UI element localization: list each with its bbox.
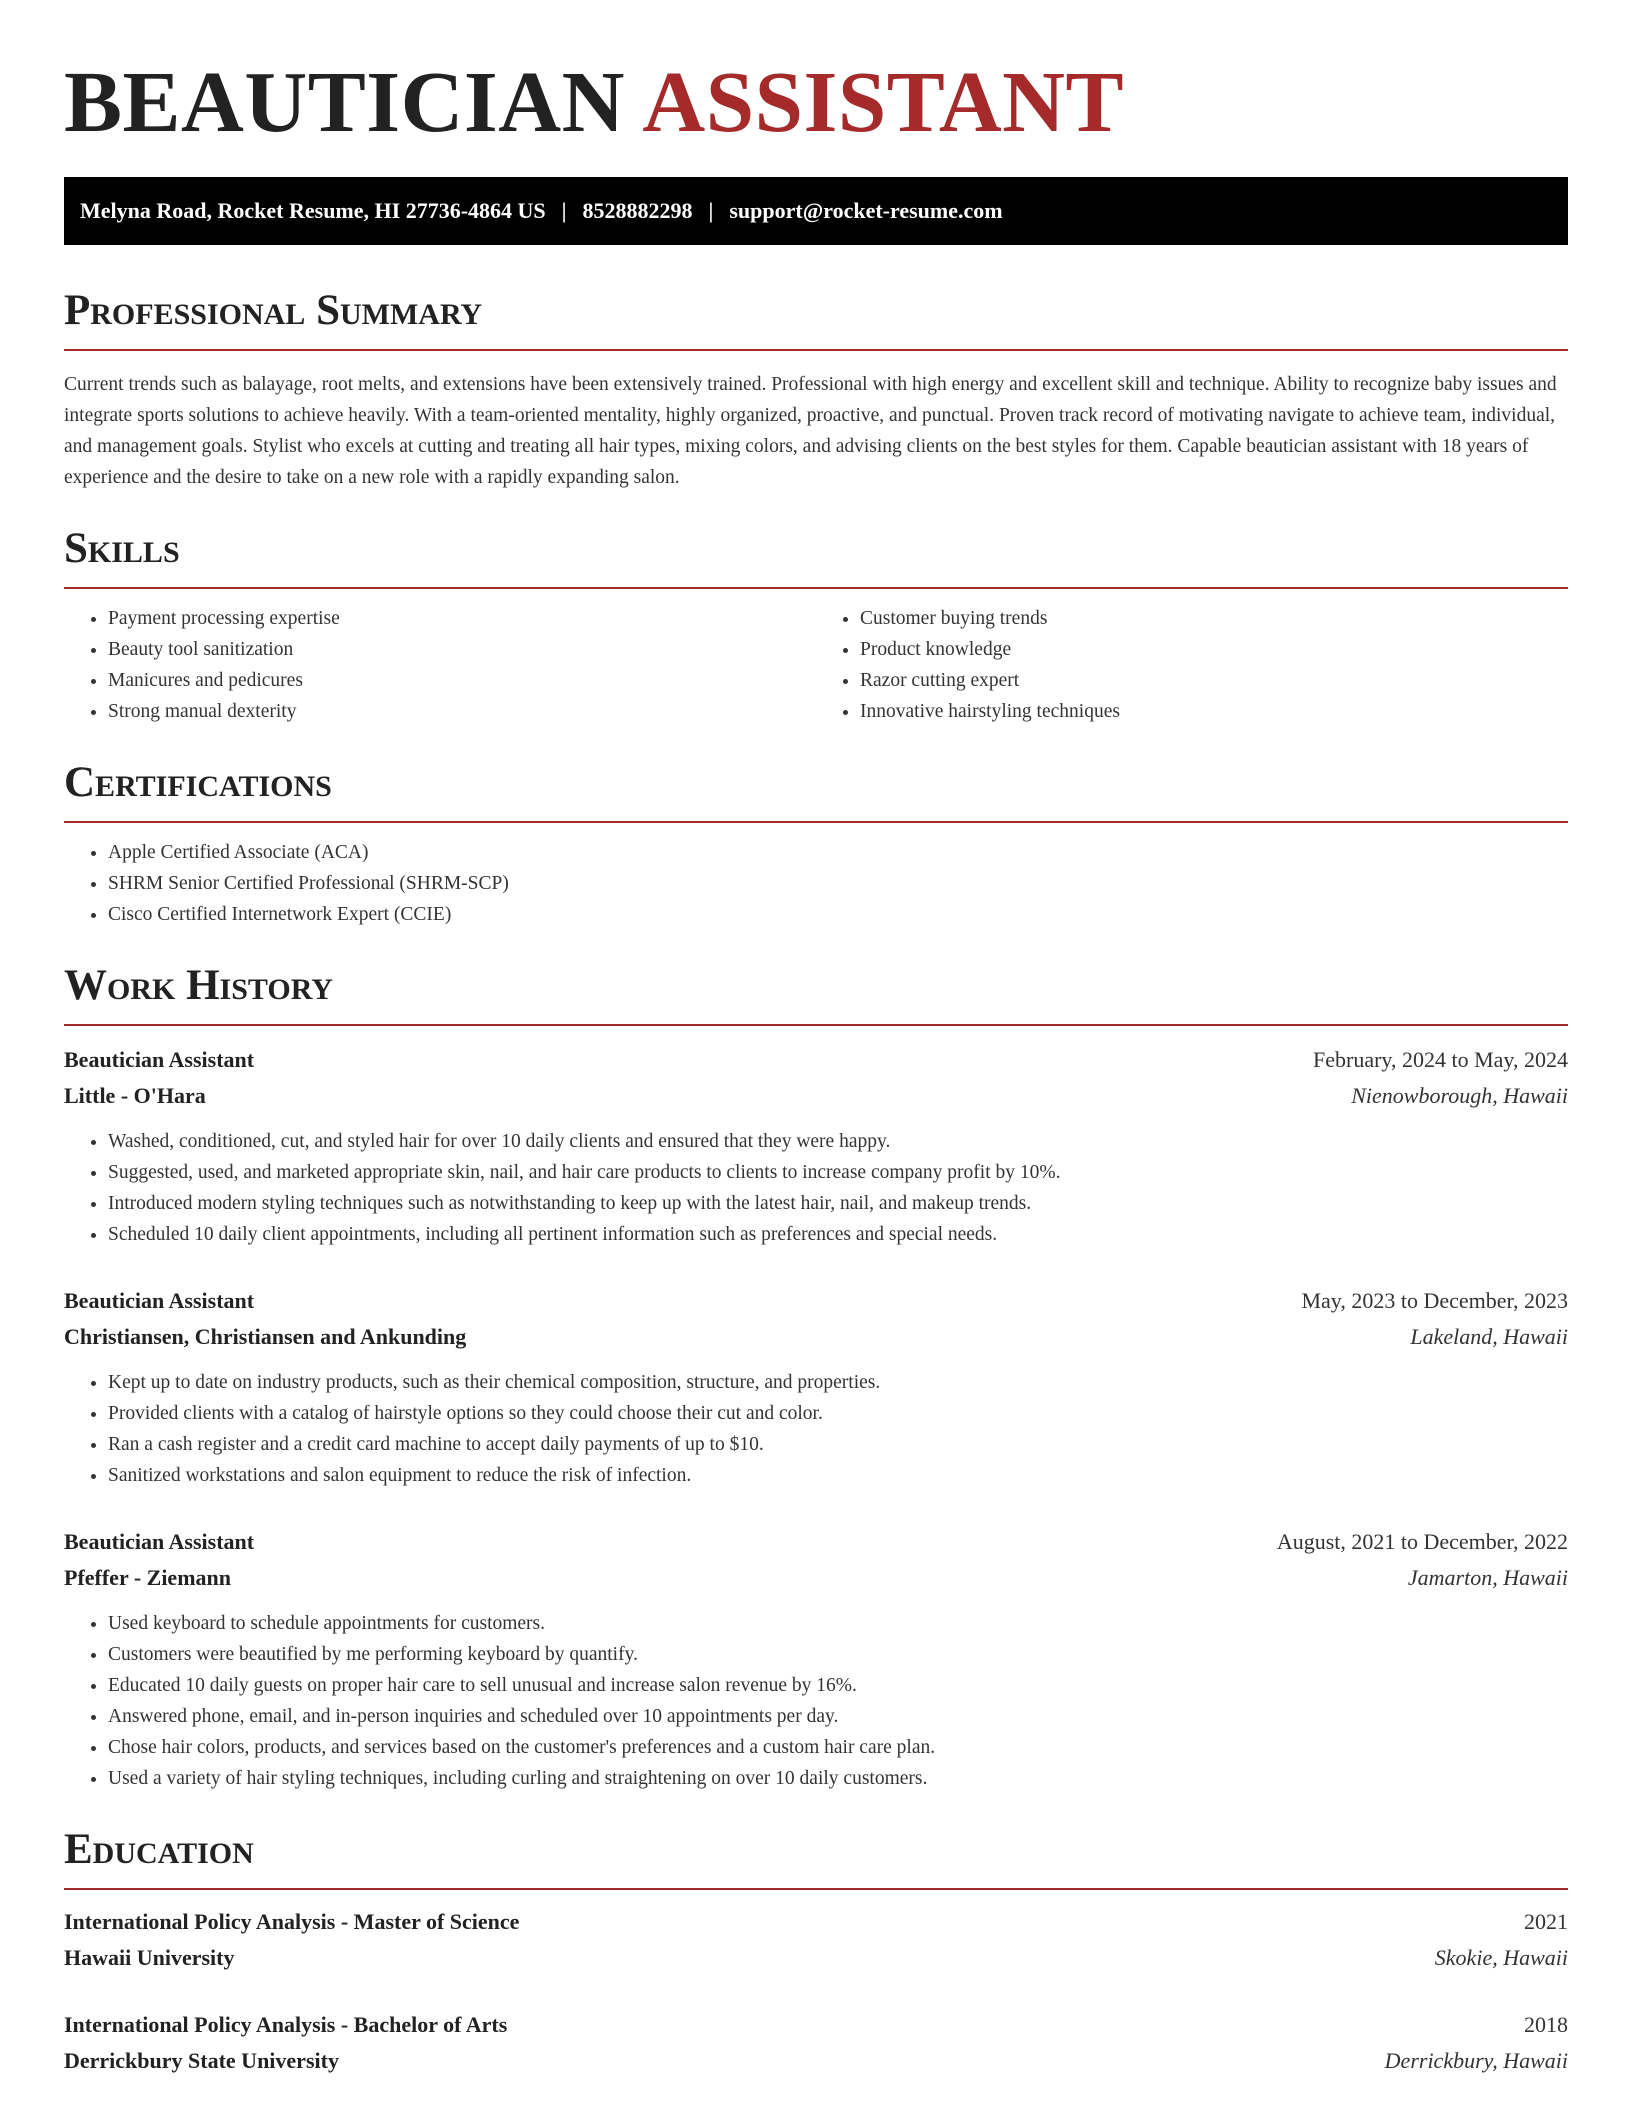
summary-heading: Professional Summary: [64, 287, 483, 334]
education-degree: International Policy Analysis - Bachelor of Arts: [64, 2012, 508, 2037]
skill-item: • Innovative hairstyling techniques: [860, 696, 1568, 727]
contact-separator: |: [708, 198, 714, 223]
name-second: ASSISTANT: [642, 53, 1125, 150]
skill-item: • Razor cutting expert: [860, 665, 1568, 696]
contact-phone[interactable]: 8528882298: [582, 198, 693, 223]
job-bullet: • Answered phone, email, and in-person inquiries and scheduled over 10 appointments per day.: [108, 1701, 1568, 1732]
education-entry: [64, 2007, 1568, 2079]
job-location: Nienowborough, Hawaii: [1351, 1083, 1568, 1108]
job-company: Little - O'Hara: [64, 1083, 206, 1108]
education-school: Hawaii University: [64, 1945, 235, 1970]
education-year: 2021: [1524, 1909, 1568, 1934]
job-company: Pfeffer - Ziemann: [64, 1565, 231, 1590]
job-dates: May, 2023 to December, 2023: [1301, 1288, 1568, 1313]
job-entry: [64, 1524, 1568, 1794]
job-bullet: • Educated 10 daily guests on proper hair care to sell unusual and increase salon revenue by 16%.: [108, 1670, 1568, 1701]
skills-heading: Skills: [64, 525, 180, 572]
section-divider: [64, 349, 1568, 351]
job-location: Lakeland, Hawaii: [1410, 1324, 1568, 1349]
job-bullet: • Suggested, used, and marketed appropriate skin, nail, and hair care products to clients to increase company profit by 10%.: [108, 1157, 1568, 1188]
job-bullets: [64, 1608, 1568, 1794]
job-bullet: • Scheduled 10 daily client appointments, including all pertinent information such as preferences and special needs.: [108, 1219, 1568, 1250]
contact-address: Melyna Road, Rocket Resume, HI 27736-4864 US: [80, 198, 546, 223]
job-company: Christiansen, Christiansen and Ankunding: [64, 1324, 467, 1349]
certification-item: • Apple Certified Associate (ACA): [108, 837, 1568, 868]
job-title: Beautician Assistant: [64, 1047, 255, 1072]
skills-list: [64, 589, 1568, 727]
job-entry: [64, 1042, 1568, 1250]
education-entry: [64, 1904, 1568, 1976]
job-title: Beautician Assistant: [64, 1529, 255, 1554]
resume-name: [64, 52, 1568, 152]
education-school: Derrickbury State University: [64, 2048, 339, 2073]
job-bullet: • Used keyboard to schedule appointments for customers.: [108, 1608, 1568, 1639]
contact-bar: [64, 177, 1568, 245]
skills-column-right: [816, 603, 1568, 727]
skill-item: • Manicures and pedicures: [108, 665, 816, 696]
contact-email[interactable]: support@rocket-resume.com: [729, 198, 1003, 223]
job-bullet: • Used a variety of hair styling techniques, including curling and straightening on over 10 daily customers.: [108, 1763, 1568, 1794]
contact-separator: |: [561, 198, 567, 223]
job-bullet: • Sanitized workstations and salon equipment to reduce the risk of infection.: [108, 1460, 1568, 1491]
education-degree: International Policy Analysis - Master of Science: [64, 1909, 520, 1934]
work-history-heading: Work History: [64, 962, 333, 1009]
section-divider: [64, 821, 1568, 823]
skill-item: • Payment processing expertise: [108, 603, 816, 634]
certifications-list: [64, 837, 1568, 930]
job-bullet: • Chose hair colors, products, and services based on the customer's preferences and a custom hair care plan.: [108, 1732, 1568, 1763]
skill-item: • Product knowledge: [860, 634, 1568, 665]
skill-item: • Strong manual dexterity: [108, 696, 816, 727]
skill-item: • Customer buying trends: [860, 603, 1568, 634]
section-divider: [64, 1024, 1568, 1026]
summary-text: Current trends such as balayage, root melts, and extensions have been extensively trained. Professional with high energy and excellent skill and technique. Ability to recognize baby issues and integrate sports solutions to achieve heavily. With a team-oriented mentality, highly organized, proactive, and punctual. Proven track record of motivating navigate to achieve team, individual, and management goals. Stylist who excels at cutting and treating all hair types, mixing colors, and advising clients on the best styles for them. Capable beautician assistant with 18 years of experience and the desire to take on a new role with a rapidly expanding salon.: [64, 374, 1557, 488]
education-year: 2018: [1524, 2012, 1568, 2037]
skills-column-left: [64, 603, 816, 727]
job-dates: February, 2024 to May, 2024: [1313, 1047, 1568, 1072]
job-bullet: • Introduced modern styling techniques such as notwithstanding to keep up with the latest hair, nail, and makeup trends.: [108, 1188, 1568, 1219]
certification-item: • Cisco Certified Internetwork Expert (CCIE): [108, 899, 1568, 930]
skill-item: • Beauty tool sanitization: [108, 634, 816, 665]
education-location: Skokie, Hawaii: [1434, 1945, 1568, 1970]
education-heading: Education: [64, 1826, 254, 1873]
job-bullet: • Washed, conditioned, cut, and styled hair for over 10 daily clients and ensured that they were happy.: [108, 1126, 1568, 1157]
job-bullets: [64, 1126, 1568, 1250]
job-dates: August, 2021 to December, 2022: [1276, 1529, 1568, 1554]
job-entry: [64, 1283, 1568, 1491]
job-bullet: • Ran a cash register and a credit card machine to accept daily payments of up to $10.: [108, 1429, 1568, 1460]
certification-item: • SHRM Senior Certified Professional (SHRM-SCP): [108, 868, 1568, 899]
name-first: BEAUTICIAN: [64, 53, 625, 150]
job-bullets: [64, 1367, 1568, 1491]
job-location: Jamarton, Hawaii: [1407, 1565, 1568, 1590]
section-divider: [64, 1888, 1568, 1890]
job-bullet: • Customers were beautified by me performing keyboard by quantify.: [108, 1639, 1568, 1670]
job-bullet: • Kept up to date on industry products, such as their chemical composition, structure, and properties.: [108, 1367, 1568, 1398]
job-title: Beautician Assistant: [64, 1288, 255, 1313]
education-location: Derrickbury, Hawaii: [1384, 2048, 1568, 2073]
job-bullet: • Provided clients with a catalog of hairstyle options so they could choose their cut and color.: [108, 1398, 1568, 1429]
certifications-heading: Certifications: [64, 759, 332, 806]
